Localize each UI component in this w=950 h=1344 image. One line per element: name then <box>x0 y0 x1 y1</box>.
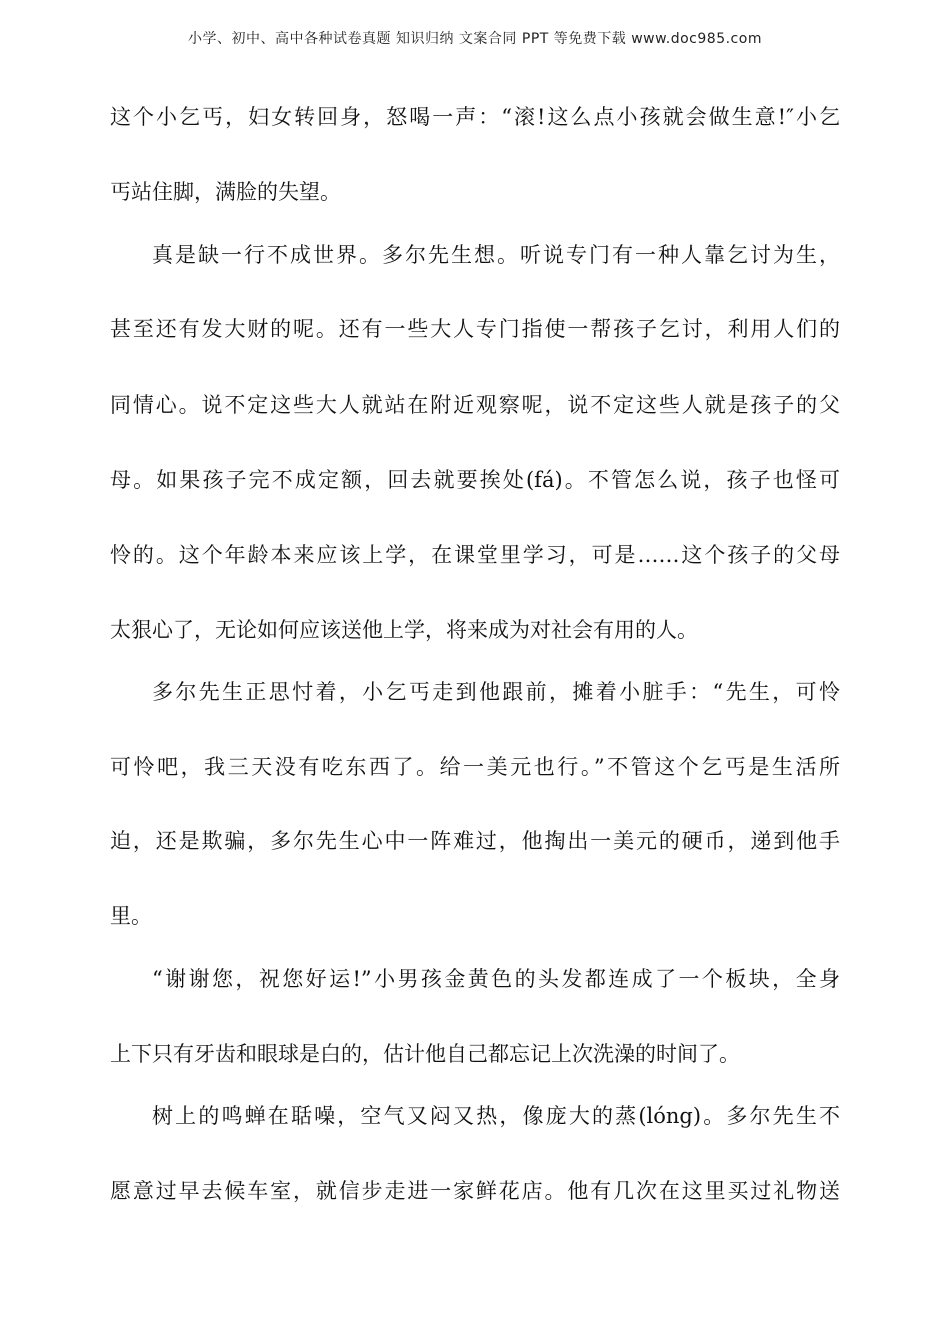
text-line: 同情心。说不定这些大人就站在附近观察呢，说不定这些人就是孩子的父 <box>110 393 840 417</box>
text-line: 母。如果孩子完不成定额，回去就要挨处(fá)。不管怎么说，孩子也怪可 <box>110 468 840 492</box>
text-line: 里。 <box>110 904 152 928</box>
text-line: 甚至还有发大财的呢。还有一些大人专门指使一帮孩子乞讨，利用人们的 <box>110 317 840 341</box>
text-line: 上下只有牙齿和眼球是白的，估计他自己都忘记上次洗澡的时间了。 <box>110 1042 740 1066</box>
page-header: 小学、初中、高中各种试卷真题 知识归纳 文案合同 PPT 等免费下载 www.doc985.com <box>188 31 762 47</box>
text-line: 丐站住脚，满脸的失望。 <box>110 180 341 204</box>
text-line: 太狠心了，无论如何应该送他上学，将来成为对社会有用的人。 <box>110 618 698 642</box>
text-line: 愿意过早去候车室，就信步走进一家鲜花店。他有几次在这里买过礼物送 <box>110 1179 840 1203</box>
text-line: “谢谢您，祝您好运!”小男孩金黄色的头发都连成了一个板块，全身 <box>152 967 840 991</box>
text-line: 真是缺一行不成世界。多尔先生想。听说专门有一种人靠乞讨为生， <box>152 243 840 267</box>
text-line: 多尔先生正思忖着，小乞丐走到他跟前，摊着小脏手：“先生，可怜 <box>152 680 840 704</box>
text-line: 可怜吧，我三天没有吃东西了。给一美元也行。”不管这个乞丐是生活所 <box>110 755 840 779</box>
text-line: 迫，还是欺骗，多尔先生心中一阵难过，他掏出一美元的硬币，递到他手 <box>110 829 840 853</box>
text-line: 这个小乞丐，妇女转回身，怒喝一声：“滚!这么点小孩就会做生意!″小乞 <box>110 105 840 129</box>
text-line: 树上的鸣蝉在聒噪，空气又闷又热，像庞大的蒸(lóng)。多尔先生不 <box>152 1104 840 1128</box>
text-line: 怜的。这个年龄本来应该上学，在课堂里学习，可是……这个孩子的父母 <box>110 543 840 567</box>
